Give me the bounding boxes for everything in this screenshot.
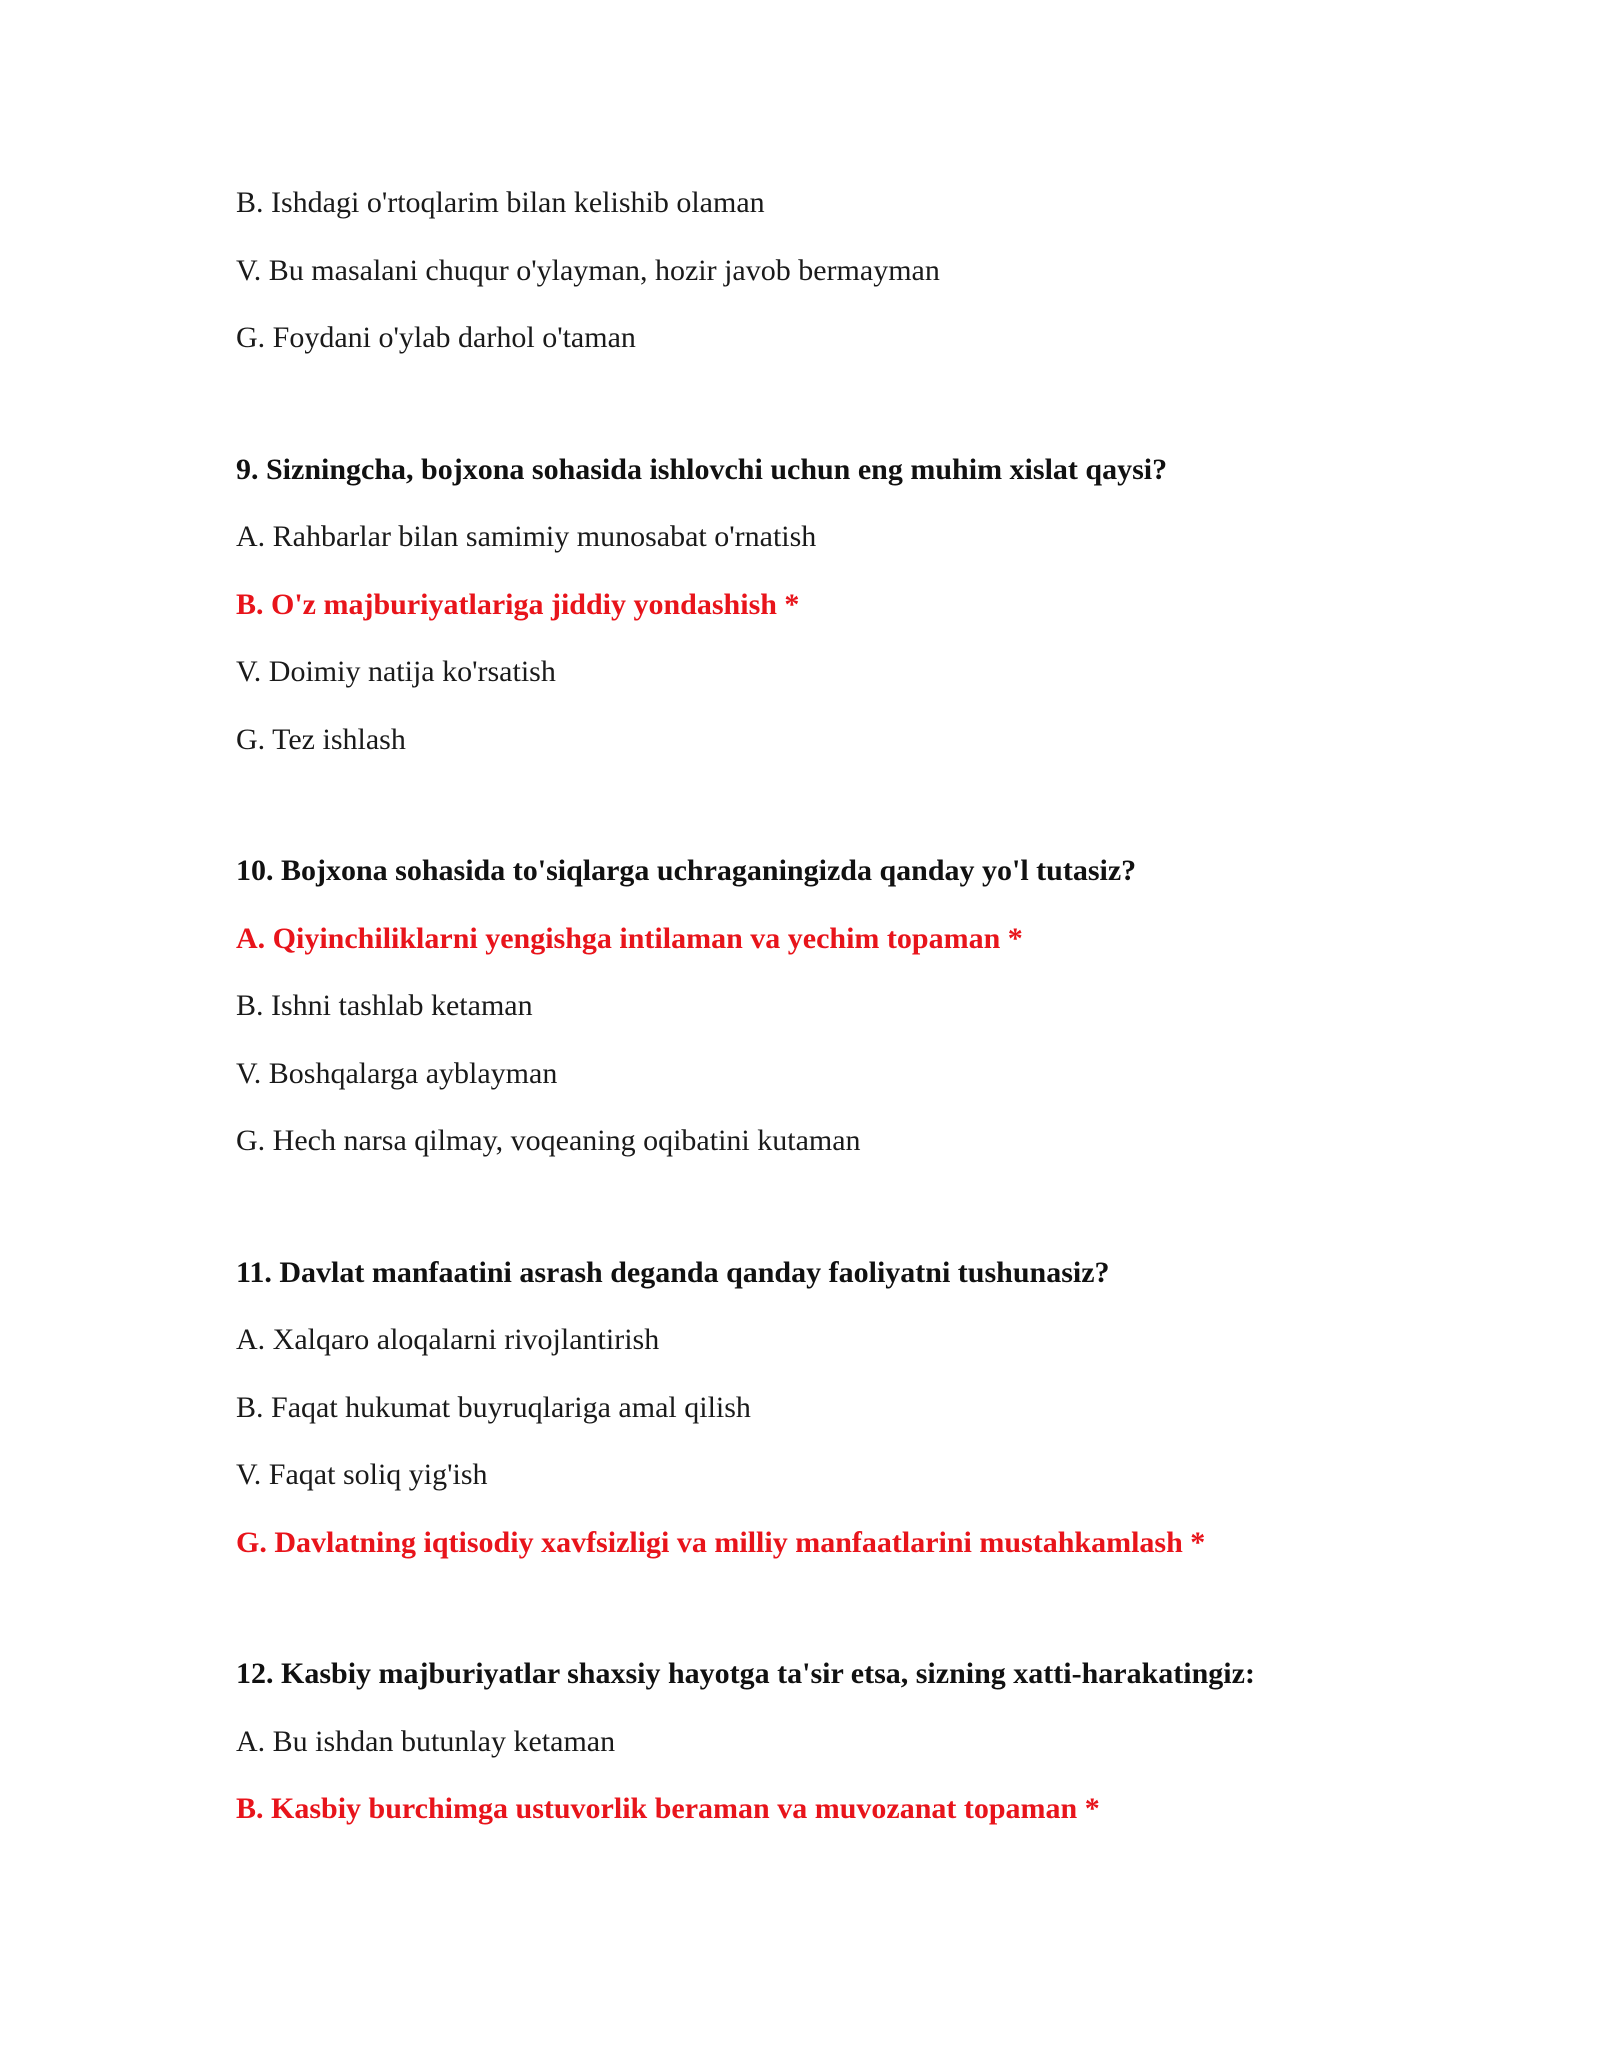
- option-9-a: A. Rahbarlar bilan samimiy munosabat o'rnatish: [236, 520, 817, 553]
- option-8-b: B. Ishdagi o'rtoqlarim bilan kelishib olaman: [236, 186, 765, 219]
- option-8-v: V. Bu masalani chuqur o'ylayman, hozir javob bermayman: [236, 253, 940, 287]
- question-11-title: 11. Davlat manfaatini asrash deganda qanday faoliyatni tushunasiz?: [236, 1255, 1110, 1289]
- option-8-g: G. Foydani o'ylab darhol o'taman: [236, 321, 636, 354]
- option-11-b: B. Faqat hukumat buyruqlariga amal qilish: [236, 1390, 751, 1424]
- option-11-a: A. Xalqaro aloqalarni rivojlantirish: [236, 1323, 660, 1356]
- option-11-v: V. Faqat soliq yig'ish: [236, 1458, 488, 1491]
- quiz-content: [236, 185, 1436, 1859]
- option-12-a: A. Bu ishdan butunlay ketaman: [236, 1724, 616, 1758]
- spacer: [236, 388, 1436, 452]
- option-10-v: V. Boshqalarga ayblayman: [236, 1056, 558, 1090]
- question-12-title: 12. Kasbiy majburiyatlar shaxsiy hayotga ta'sir etsa, sizning xatti-harakatingiz:: [236, 1657, 1255, 1690]
- option-9-g: G. Tez ishlash: [236, 722, 406, 756]
- spacer: [236, 789, 1436, 853]
- question-9-title: 9. Sizningcha, bojxona sohasida ishlovchi uchun eng muhim xislat qaysi?: [236, 452, 1168, 486]
- option-11-g-correct: G. Davlatning iqtisodiy xavfsizligi va milliy manfaatlarini mustahkamlash *: [236, 1525, 1206, 1559]
- option-10-a-correct: A. Qiyinchiliklarni yengishga intilaman va yechim topaman *: [236, 921, 1023, 955]
- option-10-g: G. Hech narsa qilmay, voqeaning oqibatini kutaman: [236, 1124, 861, 1157]
- question-10-title: 10. Bojxona sohasida to'siqlarga uchraganingizda qanday yo'l tutasiz?: [236, 854, 1137, 887]
- spacer: [236, 1592, 1436, 1656]
- option-12-b-correct: B. Kasbiy burchimga ustuvorlik beraman va muvozanat topaman *: [236, 1792, 1100, 1825]
- option-9-v: V. Doimiy natija ko'rsatish: [236, 655, 556, 688]
- option-10-b: B. Ishni tashlab ketaman: [236, 989, 533, 1022]
- option-9-b-correct: B. O'z majburiyatlariga jiddiy yondashish *: [236, 587, 800, 621]
- spacer: [236, 1191, 1436, 1255]
